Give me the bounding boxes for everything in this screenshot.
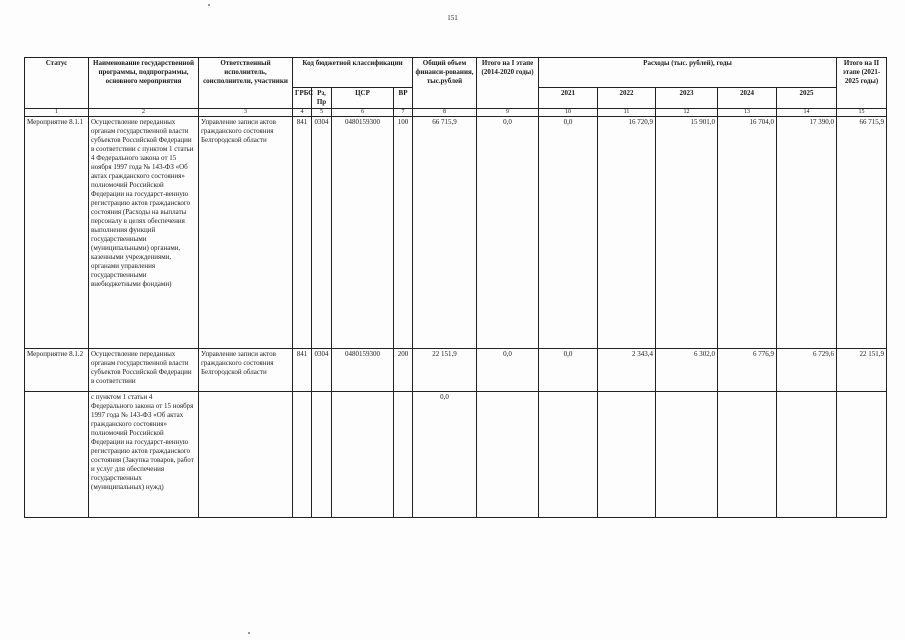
row-total: 0,0 [413,392,477,518]
row-stage2-empty [837,392,887,518]
row-vr: 100 [394,117,413,349]
column-number: 14 [777,109,837,117]
header-stage1: Итого на I этапе (2014-2020 годы) [477,58,539,109]
row-rzpr: 0304 [312,117,332,349]
row-csr-empty [332,392,394,518]
column-number: 15 [837,109,887,117]
row-2021-empty [539,392,598,518]
row-csr: 0480159300 [332,349,394,392]
table-row [25,117,887,349]
header-rzpr: Рз, Пр [312,88,332,109]
column-number: 3 [199,109,293,117]
header-year-2021: 2021 [539,88,598,109]
row-2025: 17 390,0 [777,117,837,349]
row-stage1-empty [477,392,539,518]
column-number: 10 [539,109,598,117]
row-executor: Управление записи актов гражданского состояния Белгородской области [199,349,293,392]
row-2025: 6 729,6 [777,349,837,392]
column-number: 1 [25,109,89,117]
row-status: Мероприятие 8.1.2 [25,349,89,392]
column-number: 13 [718,109,777,117]
column-number: 5 [312,109,332,117]
column-number: 4 [293,109,312,117]
header-total-volume: Общий объем финанси-рования, тыс.рублей [413,58,477,109]
header-year-2022: 2022 [598,88,656,109]
row-executor-empty [199,392,293,518]
row-grbs-empty [293,392,312,518]
row-stage1: 0,0 [477,117,539,349]
column-number: 9 [477,109,539,117]
column-number: 7 [394,109,413,117]
header-stage2: Итого на II этапе (2021-2025 годы) [837,58,887,109]
row-2024: 16 704,0 [718,117,777,349]
column-number: 8 [413,109,477,117]
table-row [25,392,887,518]
row-stage2: 22 151,9 [837,349,887,392]
budget-table [24,57,887,518]
row-vr: 200 [394,349,413,392]
table-row [25,349,887,392]
row-csr: 0480159300 [332,117,394,349]
scan-speck [248,632,250,634]
row-stage1: 0,0 [477,349,539,392]
header-budget-code: Код бюджетной классификации [293,58,413,88]
row-grbs: 841 [293,117,312,349]
row-total: 66 715,9 [413,117,477,349]
row-2022: 2 343,4 [598,349,656,392]
page-number: 151 [447,14,458,22]
header-name: Наименование государственной программы, подпрограммы, основного мероприятия [89,58,199,109]
scan-speck [208,4,210,6]
header-year-2023: 2023 [656,88,718,109]
row-stage2: 66 715,9 [837,117,887,349]
row-2024-empty [718,392,777,518]
header-year-2025: 2025 [777,88,837,109]
header-csr: ЦСР [332,88,394,109]
row-status: Мероприятие 8.1.1 [25,117,89,349]
column-number: 11 [598,109,656,117]
row-2024: 6 776,9 [718,349,777,392]
header-grbs: ГРБС [293,88,312,109]
header-vr: ВР [394,88,413,109]
row-vr-empty [394,392,413,518]
row-2022-empty [598,392,656,518]
header-year-2024: 2024 [718,88,777,109]
row-name: Осуществление переданных органам государственной власти субъектов Российской Федерации в соответствии [89,349,199,392]
row-grbs: 841 [293,349,312,392]
column-number: 6 [332,109,394,117]
header-executor: Ответственный исполнитель, соисполнители, участники [199,58,293,109]
row-name: с пунктом 1 статьи 4 Федерального закона от 15 ноября 1997 года № 143-ФЗ «Об актах гражданского состояния» полномочий Российской Федерации на государст-венную регистрацию актов гражданского состояния (Закупка товаров, работ и услуг для обеспечения государственных (муниципальных) нужд) [89,392,199,518]
row-2023-empty [656,392,718,518]
row-2021: 0,0 [539,349,598,392]
row-rzpr-empty [312,392,332,518]
row-executor: Управление записи актов гражданского состояния Белгородской области [199,117,293,349]
column-number-row [25,109,887,117]
header-status: Статус [25,58,89,109]
row-name: Осуществление переданных органам государственной власти субъектов Российской Федерации в соответствии с пунктом 1 статьи 4 Федерального закона от 15 ноября 1997 года № 143-ФЗ «Об актах гражданского состояния» полномочий Российской Федерации на государст-венную регистрацию актов гражданского состояния (Расходы на выплаты персоналу в целях обеспечения выполнения функций государственными (муниципальными) органами, казенными учреждениями, органами управления государственными внебюджетными фондами) [89,117,199,349]
row-total: 22 151,9 [413,349,477,392]
row-status-empty [25,392,89,518]
row-2023: 6 302,0 [656,349,718,392]
column-number: 2 [89,109,199,117]
header-expenses: Расходы (тыс. рублей), годы [539,58,837,88]
row-2023: 15 901,0 [656,117,718,349]
row-rzpr: 0304 [312,349,332,392]
row-2025-empty [777,392,837,518]
column-number: 12 [656,109,718,117]
row-2022: 16 720,9 [598,117,656,349]
header-row-1 [25,58,887,88]
row-2021: 0,0 [539,117,598,349]
